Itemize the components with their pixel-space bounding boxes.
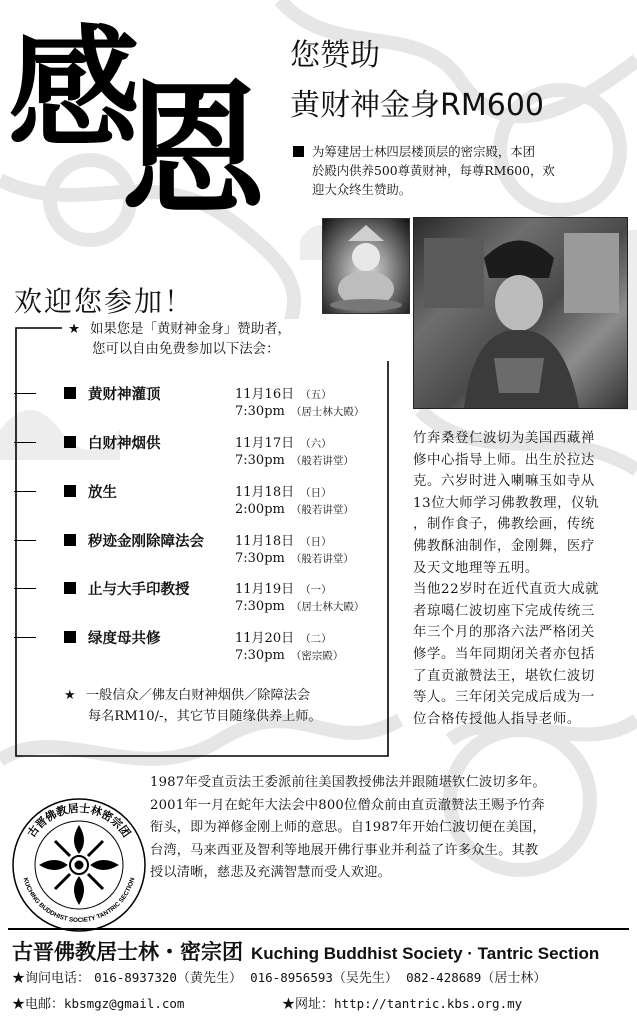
- website-link[interactable]: http://tantric.kbs.org.my: [334, 996, 523, 1011]
- title-char-gratitude-2: 恩: [120, 66, 262, 236]
- star-icon: ★: [64, 688, 76, 703]
- event-name: 黄财神灌顶: [88, 386, 161, 403]
- star-icon: ★: [68, 322, 81, 337]
- phone-number[interactable]: 016-8956593: [250, 970, 333, 985]
- event-item: [40, 432, 380, 480]
- headline-line-1: 您赞助: [290, 38, 380, 73]
- rinpoche-biography: 竹奔桑登仁波切为美国西藏禅 修中心指导上师。出生於拉达 克。六岁时进入喇嘛玉如寺从 13位大师学习佛教教理，仪轨 ，制作食子，佛教绘画，传统 佛教酥油制作，金刚舞，医疗 及天文地理等五明。 当他22岁时在近代直贡大成就 者琼噶仁波切座下完成传统三 年三个月的那洛六法严格闭关 修学。当年同期闭关者亦包括 了直贡澈赞法王，堪钦仁波切 等人。三年闭关完成后成为一 位合格传授他人指导老师。: [413, 431, 600, 727]
- event-item: [40, 530, 380, 578]
- event-item: [40, 481, 380, 529]
- event-item: [40, 578, 380, 626]
- event-date: 11月20日 （二）: [235, 631, 332, 646]
- intro-paragraph: 为筹建居士林四层楼顶层的密宗殿，本团 於殿内供养500尊黄财神，每尊RM600，欢 迎大众终生赞助。: [293, 142, 628, 199]
- general-fee-note: ★ 一般信众／佛友白财神烟供／除障法会 每名RM10/-，其它节目随缘供养上师。: [64, 688, 322, 724]
- kbs-tantric-logo-icon: [10, 796, 148, 934]
- title-char-gratitude-1: 感: [8, 13, 136, 167]
- sponsor-note: ★ 如果您是「黄财神金身」赞助者， 您可以自由免费参加以下法会：: [64, 319, 402, 361]
- welcome-heading: 欢迎您参加！: [14, 285, 195, 318]
- tick-mark: [14, 637, 36, 638]
- event-time: 7:30pm （般若讲堂）: [235, 453, 354, 468]
- event-item: [40, 627, 380, 675]
- footer-divider: [8, 928, 629, 930]
- contact-website: ★网址：http://tantric.kbs.org.my: [282, 996, 523, 1012]
- event-time: 7:30pm （居士林大殿）: [235, 404, 365, 419]
- event-time: 7:30pm （密宗殿）: [235, 648, 344, 663]
- event-name: 白财神烟供: [88, 435, 161, 452]
- event-date: 11月16日 （五）: [235, 387, 332, 402]
- event-date: 11月17日 （六）: [235, 436, 332, 451]
- tick-mark: [14, 442, 36, 443]
- square-bullet-icon: [64, 387, 76, 399]
- contact-phones: ★询问电话： 016-8937320（黄先生） 016-8956593（吴先生） 082-428689（居士林）: [12, 970, 547, 986]
- event-date: 11月18日 （日）: [235, 534, 332, 549]
- event-time: 2:00pm （般若讲堂）: [235, 502, 354, 517]
- statue-image-icon: [323, 219, 409, 313]
- event-name: 秽迹金刚除障法会: [88, 533, 204, 550]
- contact-email: ★电邮：kbsmgz@gmail.com: [12, 996, 185, 1012]
- tick-mark: [14, 393, 36, 394]
- event-time: 7:30pm （般若讲堂）: [235, 551, 354, 566]
- headline-line-2: 黄财神金身RM600: [290, 88, 544, 123]
- rinpoche-image-icon: [414, 218, 627, 408]
- tick-mark: [14, 491, 36, 492]
- square-bullet-icon: [64, 436, 76, 448]
- event-name: 止与大手印教授: [88, 581, 190, 598]
- square-bullet-icon: [64, 534, 76, 546]
- logo-ring-text-bottom: KUCHING BUDDHIST SOCIETY TANTRIC SECTION: [21, 876, 137, 925]
- event-date: 11月19日 （一）: [235, 582, 332, 597]
- square-bullet-icon: [64, 582, 76, 594]
- yellow-jambhala-statue-photo: [322, 218, 410, 314]
- rinpoche-biography-continued: 1987年受直贡法王委派前往美国教授佛法并跟随堪钦仁波切多年。 2001年一月在蛇年大法会中800位僧众前由直贡澈赞法王赐予竹奔 衔头，即为禅修金刚上师的意思。自1987年开始仁波切便在美国， 台湾，马来西亚及智利等地展开佛行事业并利益了许多众生。其教 授以清晰，慈悲及充满智慧而受人欢迎。: [150, 775, 546, 880]
- logo-ring-text-top: 古晋佛教居士林密宗团: [25, 801, 133, 840]
- event-name: 放生: [88, 484, 117, 501]
- square-bullet-icon: [64, 631, 76, 643]
- tick-mark: [14, 540, 36, 541]
- rinpoche-portrait-photo: [413, 217, 628, 409]
- email-link[interactable]: kbsmgz@gmail.com: [64, 996, 185, 1011]
- event-item: [40, 383, 380, 431]
- event-date: 11月18日 （日）: [235, 485, 332, 500]
- square-bullet-icon: [64, 485, 76, 497]
- square-bullet-icon: [293, 146, 304, 157]
- organization-name: 古晋佛教居士林・密宗团 Kuching Buddhist Society · Tantric Section: [12, 940, 600, 964]
- phone-number[interactable]: 016-8937320: [94, 970, 177, 985]
- tick-mark: [14, 588, 36, 589]
- event-name: 绿度母共修: [88, 630, 161, 647]
- event-time: 7:30pm （居士林大殿）: [235, 599, 365, 614]
- phone-number[interactable]: 082-428689: [406, 970, 482, 985]
